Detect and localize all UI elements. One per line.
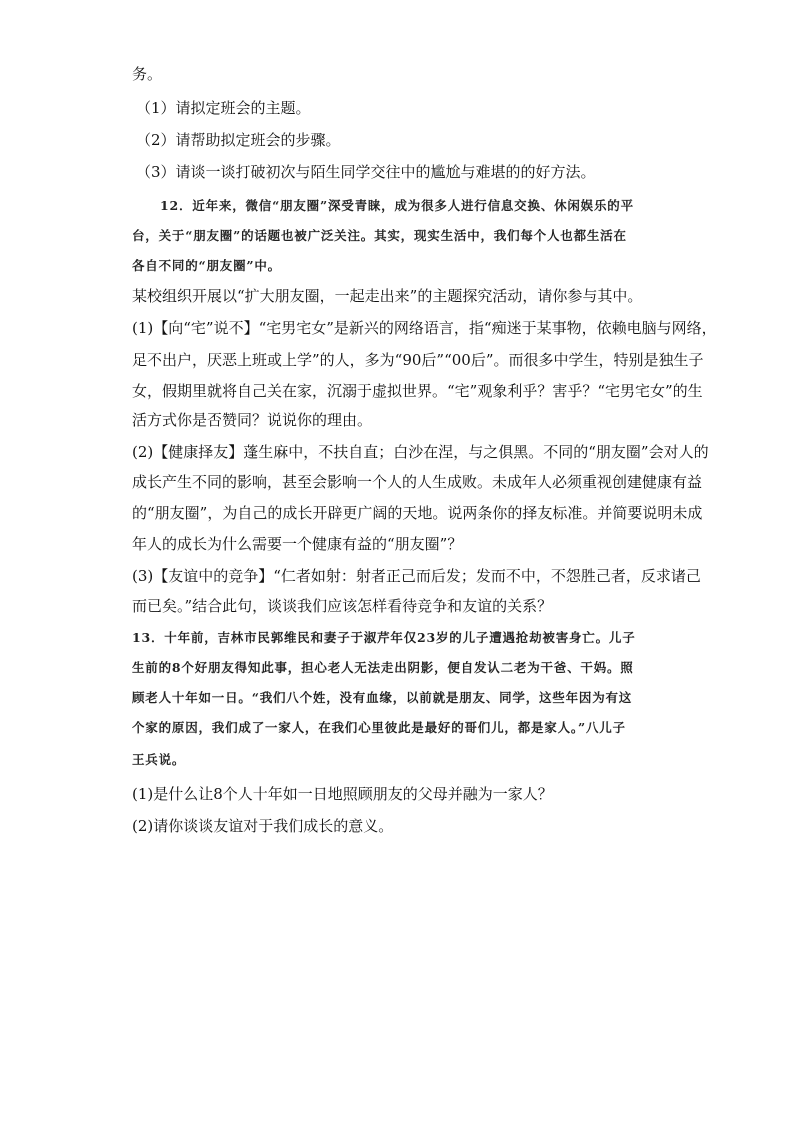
question-11-part-2: （2）请帮助拟定班会的步骤。 — [136, 131, 341, 149]
text-line: 务。 — [132, 65, 163, 83]
question-12-part-1: 足不出户，厌恶上班或上学”的人，多为“90后”“00后”。而很多中学生，特别是独生子 — [132, 351, 704, 369]
question-11-part-1: （1）请拟定班会的主题。 — [136, 99, 311, 117]
question-12-part-2: (2)【健康择友】蓬生麻中，不扶自直；白沙在涅，与之俱黑。不同的“朋友圈”会对人的 — [132, 443, 709, 461]
question-12-activity: 某校组织开展以“扩大朋友圈，一起走出来”的主题探究活动，请你参与其中。 — [132, 287, 643, 305]
question-12-part-3: 而已矣。”结合此句，谈谈我们应该怎样看待竞争和友谊的关系？ — [132, 597, 553, 615]
question-12-intro: 12．近年来，微信“朋友圈”深受青睐，成为很多人进行信息交换、休闲娱乐的平 — [160, 198, 634, 213]
question-12-part-2: 成长产生不同的影响，甚至会影响一个人的人生成败。未成年人必须重视创建健康有益 — [132, 473, 703, 491]
question-12-part-1: (1)【向“宅”说不】“宅男宅女”是新兴的网络语言，指“痴迷于某事物，依赖电脑与网络， — [132, 319, 717, 337]
question-13-intro: 个家的原因，我们成了一家人，在我们心里彼此是最好的哥们儿，都是家人。”八儿子 — [132, 720, 626, 735]
question-13-intro: 顾老人十年如一日。“我们八个姓，没有血缘，以前就是朋友、同学，这些年因为有这 — [132, 690, 633, 705]
question-12-part-1: 活方式你是否赞同？说说你的理由。 — [132, 411, 373, 429]
question-12-part-3: (3)【友谊中的竞争】“仁者如射：射者正己而后发；发而不中，不怨胜己者，反求诸己 — [132, 567, 701, 585]
question-12-part-1: 女，假期里就将自己关在家，沉溺于虚拟世界。“宅”观象利乎？害乎？“宅男宅女”的生 — [132, 382, 703, 400]
question-12-intro: 各自不同的“朋友圈”中。 — [132, 258, 281, 273]
question-13-intro: 13．十年前，吉林市民郭维民和妻子于淑芹年仅23岁的儿子遭遇抢劫被害身亡。儿子 — [132, 630, 636, 645]
question-12-intro: 台，关于“朋友圈”的话题也被广泛关注。其实，现实生活中，我们每个人也都生活在 — [132, 228, 627, 243]
question-13-part-2: (2)请你谈谈友谊对于我们成长的意义。 — [132, 817, 394, 835]
question-12-part-2: 年人的成长为什么需要一个健康有益的“朋友圈”？ — [132, 535, 463, 553]
question-13-intro: 王兵说。 — [132, 752, 186, 767]
question-13-part-1: (1)是什么让8个人十年如一日地照顾朋友的父母并融为一家人？ — [132, 785, 553, 803]
question-11-part-3: （3）请谈一谈打破初次与陌生同学交往中的尴尬与难堪的的好方法。 — [136, 163, 596, 181]
question-12-part-2: 的“朋友圈”，为自己的成长开辟更广阔的天地。说两条你的择友标准。并简要说明未成 — [132, 504, 703, 522]
question-13-intro: 生前的8个好朋友得知此事，担心老人无法走出阴影，便自发认二老为干爸、干妈。照 — [132, 660, 634, 675]
